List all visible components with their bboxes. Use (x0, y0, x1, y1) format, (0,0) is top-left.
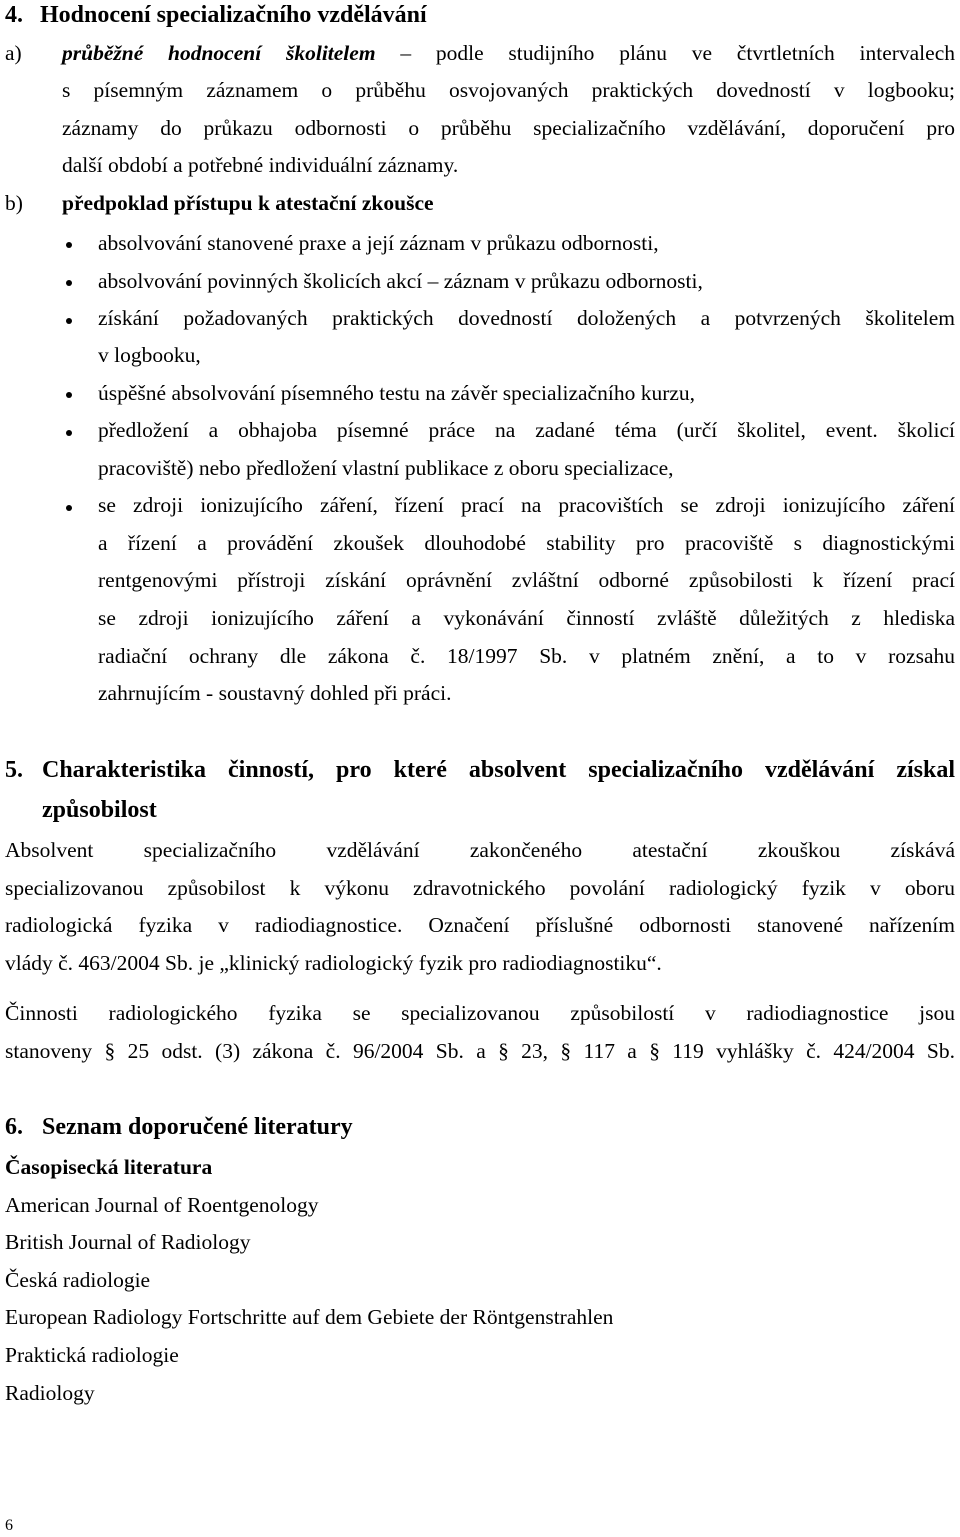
bullet-icon (66, 318, 72, 324)
bullet-line: rentgenovými přístroji získání oprávnění zvláštní odborné způsobilosti k řízení prací (98, 568, 955, 592)
bullet-line: a řízení a provádění zkoušek dlouhodobé stability pro pracoviště s diagnostickými (98, 531, 955, 555)
section-5-title-continued: způsobilost (42, 797, 157, 823)
section-5-title: Charakteristika činností, pro které absolvent specializačního vzdělávání získal (42, 757, 955, 783)
item-b-title: předpoklad přístupu k atestační zkoušce (62, 191, 434, 215)
literature-item: European Radiology Fortschritte auf dem Gebiete der Röntgenstrahlen (5, 1305, 614, 1329)
bullet-line: se zdroji ionizujícího záření a vykonávání činností zvláště důležitých z hlediska (98, 606, 955, 630)
bullet-line: pracoviště) nebo předložení vlastní publikace z oboru specializace, (98, 456, 674, 480)
bullet-line: získání požadovaných praktických dovedností doložených a potvrzených školitelem (98, 306, 955, 330)
paragraph-line: specializovanou způsobilost k výkonu zdravotnického povolání radiologický fyzik v oboru (5, 876, 955, 900)
item-a-line: další období a potřebné individuální záznamy. (62, 153, 459, 177)
bullet-icon (66, 392, 72, 398)
section-4-title: Hodnocení specializačního vzdělávání (40, 2, 427, 28)
bullet-line: v logbooku, (98, 343, 201, 367)
item-a-label: a) (5, 41, 22, 65)
bullet-line: zahrnujícím - soustavný dohled při práci. (98, 681, 452, 705)
paragraph-line: vlády č. 463/2004 Sb. je „klinický radiologický fyzik pro radiodiagnostiku“. (5, 951, 662, 975)
bullet-line: absolvování stanovené praxe a její záznam v průkazu odbornosti, (98, 231, 659, 255)
item-a-line: s písemným záznamem o průběhu osvojovaných praktických dovedností v logbooku; (62, 78, 955, 102)
paragraph-line: Činnosti radiologického fyzika se specializovanou způsobilostí v radiodiagnostice jsou (5, 1001, 955, 1025)
page-number: 6 (5, 1517, 13, 1534)
item-a-first-line-rest: – podle studijního plánu ve čtvrtletních intervalech (400, 41, 955, 65)
literature-item: American Journal of Roentgenology (5, 1193, 319, 1217)
bullet-icon (66, 430, 72, 436)
section-6-number: 6. (5, 1114, 23, 1140)
literature-item: Česká radiologie (5, 1268, 151, 1292)
item-a-bold-term: průběžné hodnocení školitelem (62, 41, 376, 65)
item-a-line: záznamy do průkazu odbornosti o průběhu specializačního vzdělávání, doporučení pro (62, 116, 955, 140)
literature-item: British Journal of Radiology (5, 1230, 251, 1254)
section-4-number: 4. (5, 2, 23, 28)
bullet-line: úspěšné absolvování písemného testu na závěr specializačního kurzu, (98, 381, 696, 405)
paragraph-line: radiologická fyzika v radiodiagnostice. Označení příslušné odbornosti stanovené nařízením (5, 913, 955, 937)
section-5-number: 5. (5, 757, 23, 783)
bullet-line: se zdroji ionizujícího záření, řízení prací na pracovištích se zdroji ionizujícího záření (98, 493, 955, 517)
bullet-line: absolvování povinných školicích akcí – záznam v průkazu odbornosti, (98, 269, 703, 293)
literature-item: Praktická radiologie (5, 1343, 179, 1367)
section-6-title: Seznam doporučené literatury (42, 1114, 353, 1140)
item-a-first-line (62, 40, 955, 66)
bullet-line: předložení a obhajoba písemné práce na zadané téma (určí školitel, event. školicí (98, 418, 955, 442)
item-b-label: b) (5, 191, 23, 215)
paragraph-line: stanoveny § 25 odst. (3) zákona č. 96/2004 Sb. a § 23, § 117 a § 119 vyhlášky č. 424/2004 Sb. (5, 1039, 955, 1063)
bullet-icon (66, 280, 72, 286)
literature-subheading: Časopisecká literatura (5, 1155, 213, 1179)
bullet-line: radiační ochrany dle zákona č. 18/1997 Sb. v platném znění, a to v rozsahu (98, 644, 955, 668)
bullet-icon (66, 242, 72, 248)
literature-item: Radiology (5, 1381, 95, 1405)
bullet-icon (66, 505, 72, 511)
paragraph-line: Absolvent specializačního vzdělávání zakončeného atestační zkouškou získává (5, 838, 955, 862)
